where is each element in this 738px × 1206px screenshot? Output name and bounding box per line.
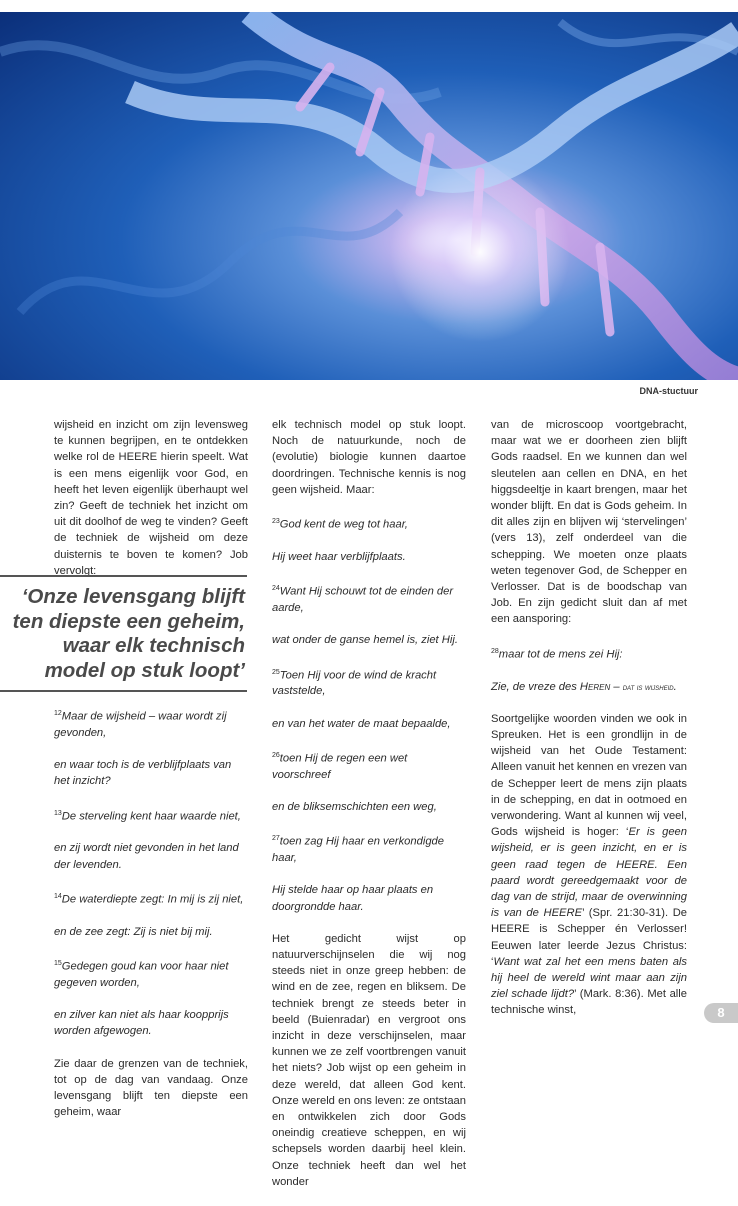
paragraph: Zie daar de grenzen van de techniek, tot op de dag van vandaag. Onze levensgang blijft ten diepste een geheim, waar bbox=[54, 1057, 248, 1119]
dna-helix-illustration bbox=[0, 12, 738, 380]
column-3 bbox=[491, 417, 687, 1035]
verse-line: $^{24}$Want Hij schouwt tot de einden der aarde, bbox=[272, 585, 454, 615]
verse-line: Zie, de vreze des Heren – dat is wijsheid. bbox=[491, 680, 677, 693]
verse-line: $^{27}$toen zag Hij haar en verkondigde haar, bbox=[272, 835, 444, 865]
verse-line: $^{28}$maar tot de mens zei Hij: bbox=[491, 647, 623, 661]
verse-line: $^{12}$Maar de wijsheid – waar wordt zij gevonden, bbox=[54, 710, 227, 739]
pull-quote bbox=[0, 575, 247, 692]
image-caption: DNA-stuctuur bbox=[639, 386, 698, 396]
pull-quote-text: ‘Onze levensgang blijft ten diepste een geheim, waar elk technisch model op stuk loopt’ bbox=[12, 585, 245, 682]
verse-line: wat onder de ganse hemel is, ziet Hij. bbox=[272, 634, 458, 647]
verse-line: en de bliksemschichten een weg, bbox=[272, 800, 437, 813]
page-number: 8 bbox=[704, 1003, 738, 1023]
verse-line: en van het water de maat bepaalde, bbox=[272, 717, 451, 730]
verse-block bbox=[54, 706, 248, 1040]
paragraph: elk technisch model op stuk loopt. Noch de natuurkunde, noch de (evolutie) biologie kunnen daartoe doordringen. Technische kennis is nog geen wijsheid. Maar: bbox=[272, 419, 466, 496]
verse-line: $^{13}$De sterveling kent haar waarde niet, bbox=[54, 809, 241, 823]
paragraph: van de microscoop voortgebracht, maar wat we er doorheen zien blijft Gods raadsel. En we kunnen dan wel sleutelen aan cellen en DNA, en het higgsdeeltje in kaart brengen, maar het wonder blijft. En dat is Gods geheim. In dit alles zijn en blijven wij ‘stervelingen’ (vers 13), zelf onderdeel van die schepping. We moeten onze plaats weten tegenover God, de Schepper en Verlosser. Dat is de boodschap van Job. En zijn gedicht sluit dan af met een aansporing: bbox=[491, 419, 687, 626]
verse-block bbox=[491, 644, 687, 695]
verse-line: en zij wordt niet gevonden in het land der levenden. bbox=[54, 842, 239, 871]
paragraph: Soortgelijke woorden vinden we ook in Spreuken. Het is een grondlijn in de wijsheid van het Oude Testament: Alleen vanuit het kennen en vrezen van de Schepper leert de mens zijn plaats in de schepping, en dat in ootmoed en verwondering. Want al kunnen wij veel, Gods wijsheid is hoger: ‘Er is geen wijsheid, er is geen inzicht, en er is geen raad tegen de HEERE. Een paard wordt gereedgemaakt voor de dag van de strijd, maar de overwinning is van de HEERE’ (Spr. 21:30-31). De HEERE is Schepper én Verlosser! Eeuwen later leerde Jezus Christus: ‘Want wat zal het een mens baten als hij heel de wereld wint maar aan zijn ziel schade lijdt?’ (Mark. 8:36). Met alle technische winst, bbox=[491, 712, 688, 1017]
verse-line: $^{14}$De waterdiepte zegt: In mij is zij niet, bbox=[54, 892, 244, 906]
paragraph: Het gedicht wijst op natuurverschijnselen die wij nog steeds niet in onze greep hebben: de wind en de zee, regen en bliksem. De techniek brengt ze steeds beter in beeld (Buienradar) en vergroot ons inzicht in deze verschijnselen, maar kunnen we ze zelf voortbrengen vanuit het niets? Job wijst op een geheim in deze wereld, dat alleen God kent. Onze wereld en ons leven: ze ontstaan en ontwikkelen zich door Gods oneindig creatieve scheppen, en wij schepsels worden daarbij heel klein. Onze techniek heeft dan wel het wonder bbox=[272, 932, 466, 1188]
dna-hero-image bbox=[0, 12, 738, 380]
verse-line: $^{26}$toen Hij de regen een wet voorschreef bbox=[272, 751, 408, 781]
paragraph: wijsheid en inzicht om zijn levensweg te kunnen begrijpen, en te ontdekken welke rol de HEERE hierin speelt. Wat is een mens eigenlijk voor God, en heeft het leven eigenlijk überhaupt wel zin? Geeft de techniek het inzicht om uit dit doolhof de weg te vinden? Geeft de techniek de wijsheid om deze duisternis te boven te komen? Job vervolgt: bbox=[54, 419, 248, 577]
verse-block bbox=[272, 514, 466, 915]
verse-line: $^{25}$Toen Hij voor de wind de kracht vaststelde, bbox=[272, 668, 437, 698]
verse-line: Hij stelde haar op haar plaats en doorgrondde haar. bbox=[272, 884, 434, 913]
verse-line: en de zee zegt: Zij is niet bij mij. bbox=[54, 925, 213, 938]
column-1-lower bbox=[54, 706, 248, 1136]
verse-line: $^{15}$Gedegen goud kan voor haar niet gegeven worden, bbox=[54, 960, 229, 989]
verse-line: $^{23}$God kent de weg tot haar, bbox=[272, 518, 408, 531]
verse-line: en waar toch is de verblijfplaats van het inzicht? bbox=[54, 759, 232, 788]
verse-line: en zilver kan niet als haar koopprijs worden afgewogen. bbox=[54, 1009, 229, 1038]
column-2 bbox=[272, 417, 466, 1206]
column-1-upper bbox=[54, 417, 248, 595]
verse-line: Hij weet haar verblijfplaats. bbox=[272, 550, 406, 563]
